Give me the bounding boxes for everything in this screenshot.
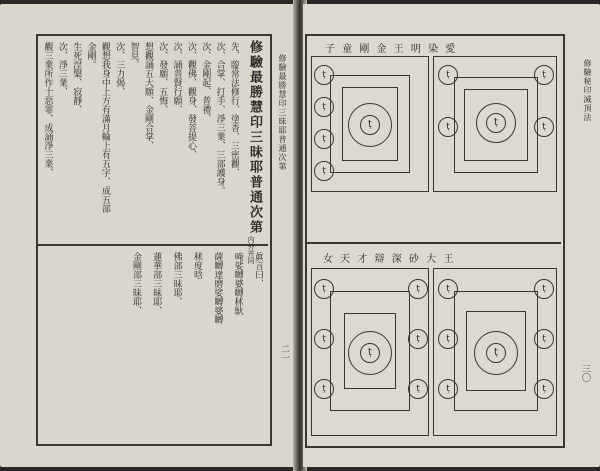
seed-circle: ṭ <box>360 343 380 363</box>
column: 眞言曰、 <box>253 252 263 288</box>
seed-circle: ṭ <box>534 65 554 85</box>
left-page <box>0 4 297 467</box>
column: 薩嚩達磨娑嚩婆嚩 <box>212 252 223 324</box>
column: 金剛部三昧耶、 <box>130 252 141 315</box>
left-page-number: 二一 <box>279 344 289 362</box>
bottom-caption: 女 天 才 辯 深 砂 大 王 <box>323 254 456 265</box>
column: 觀想我身中上方有滿月輪上有五字、成五部 <box>99 42 110 213</box>
column: 蓮華部三昧耶、 <box>151 252 162 315</box>
left-title: 修驗最勝慧印三昧耶普通次第 <box>247 40 262 235</box>
seed-circle: ṭ <box>314 65 334 85</box>
seed-circle: ṭ <box>314 379 334 399</box>
seed-circle: ṭ <box>438 379 458 399</box>
column: 次、觀佛、觀身、發菩提心、 <box>185 42 196 159</box>
column: 先、臨常法修行、塗香、三密觀、 <box>229 42 239 177</box>
seed-circle: ṭ <box>314 161 334 181</box>
left-upper-columns <box>39 42 239 238</box>
column: 次、三力偈、 <box>114 42 125 96</box>
column: 唵娑嚩婆嚩秫馱 <box>232 252 243 315</box>
seed-circle: ṭ <box>438 65 458 85</box>
seed-circle: ṭ <box>438 117 458 137</box>
mandala-jinja-taio <box>433 268 557 436</box>
seed-circle: ṭ <box>486 343 506 363</box>
left-lower-columns <box>39 252 263 438</box>
seed-circle: ṭ <box>438 329 458 349</box>
seed-circle: ṭ <box>314 329 334 349</box>
seed-circle: ṭ <box>534 279 554 299</box>
column: 次、發願、五悔、 <box>157 42 168 114</box>
right-margin-header: 修驗秘印滅頂法 <box>583 59 592 122</box>
top-caption: 子 童 剛 金 王 明 染 愛 <box>325 44 458 55</box>
mandala-aizen <box>433 56 557 192</box>
seed-circle: ṭ <box>408 379 428 399</box>
seed-circle: ṭ <box>534 379 554 399</box>
column: 次、淨三業、 <box>56 42 67 96</box>
right-mid-rule <box>307 242 561 244</box>
column: 佛部三昧耶、 <box>171 252 182 306</box>
left-margin-header: 修驗最勝慧印三昧耶普通次第 <box>278 54 287 171</box>
column: 智見、 <box>128 42 139 69</box>
left-mid-rule <box>38 244 268 246</box>
column: 次、誦普賢行願、 <box>171 42 182 114</box>
seed-circle: ṭ <box>360 115 380 135</box>
right-page <box>303 4 600 467</box>
right-page-number: 三〇 <box>580 364 590 382</box>
seed-circle: ṭ <box>314 279 334 299</box>
left-title-note: 内外并同 <box>247 236 255 264</box>
column: 次、合掌、打手、淨三業、三部護身。 <box>214 42 225 195</box>
seed-circle: ṭ <box>408 329 428 349</box>
column: 生死涅槃、寂靜、 <box>71 42 82 114</box>
column: 金剛。 <box>85 42 96 69</box>
mandala-benzaiten <box>311 268 429 436</box>
seed-circle: ṭ <box>408 279 428 299</box>
seed-circle: ṭ <box>534 117 554 137</box>
column: 想觀誦五大願、金剛合掌、 <box>142 42 153 150</box>
column: 次、金剛起、普禮、 <box>200 42 211 123</box>
mandala-kongo-doji <box>311 56 429 192</box>
seed-circle: ṭ <box>314 97 334 117</box>
seed-circle: ṭ <box>314 129 334 149</box>
column: 觀三業所作十惡罪、成誦淨三業、 <box>42 42 53 177</box>
column: 秫度唅 <box>191 252 202 279</box>
seed-circle: ṭ <box>486 113 506 133</box>
seed-circle: ṭ <box>534 329 554 349</box>
seed-circle: ṭ <box>438 279 458 299</box>
